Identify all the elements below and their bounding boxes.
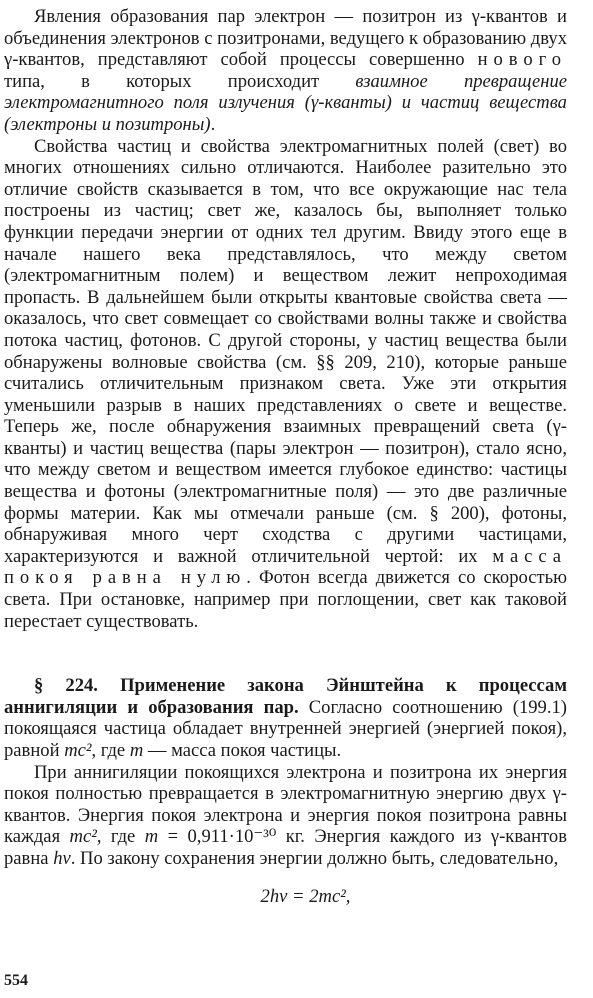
paragraph-light-and-matter <box>4 136 567 633</box>
spaced-emphasis: нового <box>477 49 567 71</box>
spaced-emphasis: масса покоя равна нулю <box>4 545 567 589</box>
italic-emphasis: взаимное превращение электромагнитного поля излучения <box>4 70 567 114</box>
section-spacer <box>4 632 567 675</box>
math-term: hν <box>53 847 71 869</box>
text-run: . <box>210 113 216 135</box>
section-heading: § 224. Применение закона Эйнштейна к процессам аннигиляции и образования пар. <box>4 675 567 718</box>
text-run: Согласно соотношению (199.1) покоящаяся частица обладает внутренней энергией (энергией покоя), равной <box>4 696 567 761</box>
paragraph-annihilation <box>4 762 567 870</box>
text-run: Свойства частиц и свойства электромагнитных полей (свет) во многих отношениях сильно отличаются. Наиболее разительно это отличие свойств сказывается в том, что все окружающие нас тела построены из частиц; свет же, казалось бы, выполняет только функции передачи энергии от одних тел другим. Ввиду этого еще в начале нашего века представлялось, что между светом (электромагнитным полем) и веществом лежит непроходимая пропасть. В дальнейшем были открыты квантовые свойства света — оказалось, что свет совмещает со свойствами волны также и свойства потока частиц, фотонов. С другой стороны, у частиц вещества были обнаружены волновые свойства (см. §§ 209, 210), которые раньше считались отличительным признаком света. Уже эти открытия уменьшили разрыв в наших представлениях о свете и веществе. Теперь же, после обнаружения взаимных превращений света (γ-кванты) и частиц вещества (пары электрон — позитрон), стало ясно, что между светом и веществом имеется глубокое единство: частицы вещества и фотоны (электромагнитные поля) — это две различные формы материи. Как мы отмечали раньше (см. § 200), фотоны, обнаруживая много черт сходства с другими частицами, характеризуются и важной отличительной чертой: их <box>4 135 567 567</box>
text-run: — масса покоя частицы. <box>143 740 342 761</box>
text-run: типа, в которых происходит <box>4 70 356 92</box>
text-run: . По закону сохранения энергии должно быть, следовательно, <box>70 847 559 869</box>
math-term: mc² <box>64 740 92 761</box>
italic-emphasis: (γ-кванты) <box>294 92 402 114</box>
text-run: Явления образования пар электрон — позитрон из γ-квантов и объединения электронов с позитронами, ведущего к образованию двух γ-квантов, представляют собой процессы совершенно <box>4 6 567 71</box>
text-run: При аннигиляции покоящихся электрона и позитрона их энергия покоя полностью превращается в электромагнитную энергию двух γ-квантов. Энергия покоя электрона и энергия покоя позитрона равны каждая <box>4 761 567 848</box>
paragraph-pair-creation <box>4 6 567 136</box>
italic-emphasis: и частиц вещества (электроны и позитроны) <box>4 92 567 135</box>
section-224-paragraph <box>4 675 567 761</box>
text-run: . Фотон всегда движется со скоростью света. При остановке, например при поглощении, свет как таковой перестает существовать. <box>4 567 567 632</box>
math-term: m <box>129 740 144 761</box>
book-page <box>4 6 567 908</box>
math-term: m <box>144 826 159 848</box>
page-number: 554 <box>4 972 28 989</box>
math-term: mc² <box>69 826 97 848</box>
text-run: , где <box>91 740 130 761</box>
text-run: = 0,911·10⁻³⁰ кг. Энергия каждого из γ-квантов равна <box>4 826 568 869</box>
equation-energy-balance: 2hν = 2mc², <box>260 885 351 907</box>
text-run: , где <box>96 826 145 848</box>
